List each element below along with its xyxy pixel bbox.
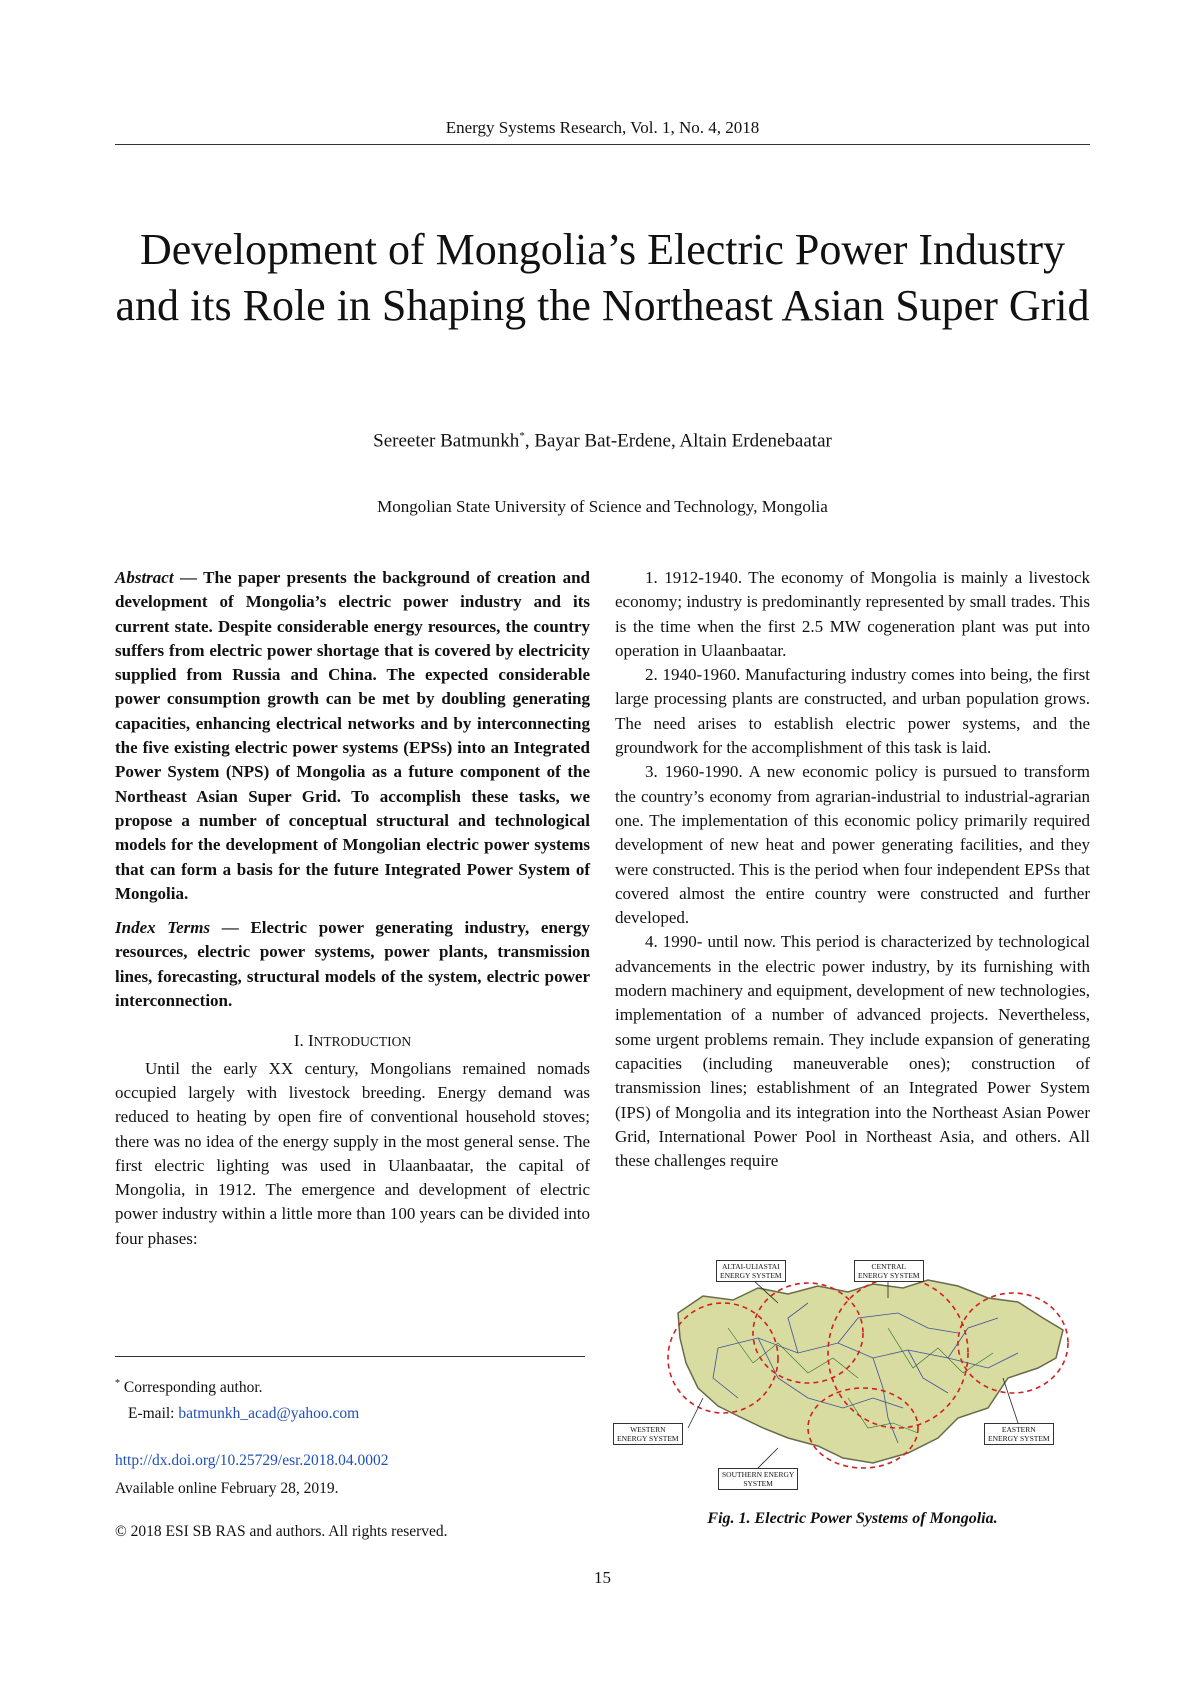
abstract-text: — The paper presents the background of creation and development of Mongolia’s electric power industry and its current state. Despite considerable energy resources, the country suffers from electric power shortage that is covered by electricity supplied from Russia and China. The expected considerable power consumption growth can be met by doubling generating capacities, enhancing electrical networks and by interconnecting the five existing electric power systems (EPSs) into an Integrated Power System (NPS) of Mongolia as a future component of the Northeast Asian Super Grid. To accomplish these tasks, we propose a number of conceptual structural and technological models for the development of Mongolian electric power systems that can form a basis for the future Integrated Power System of Mongolia. <box>115 568 590 903</box>
label-western: WESTERN ENERGY SYSTEM <box>613 1423 683 1445</box>
abstract-lead: Abstract <box>115 568 174 587</box>
intro-paragraph: Until the early XX century, Mongolians remained nomads occupied largely with livestock breeding. Energy demand was reduced to heating by open fire of conventional household stoves; there was no idea of the energy supply in the most general sense. The first electric lighting was used in Ulaanbaatar, the capital of Mongolia, in 1912. The emergence and development of electric power industry within a little more than 100 years can be divided into four phases: <box>115 1058 590 1248</box>
paper-title: Development of Mongolia’s Electric Power Industry and its Role in Shaping the Northeast Asian Super Grid <box>115 225 1090 330</box>
label-altai-uliastai: ALTAI-ULIASTAI ENERGY SYSTEM <box>716 1260 786 1282</box>
phase-paragraph: 4. 1990- until now. This period is characterized by technological advancements in the electric power industry, by its furnishing with modern machinery and equipment, development of new technologies, implementation of a number of advanced projects. Nevertheless, some urgent problems remain. They include expansion of generating capacities (including maneuverable ones); construction of transmission lines; establishment of an Integrated Power System (IPS) of Mongolia and its integration into the Northeast Asian Power Grid, International Power Pool in Northeast Asia, and others. All these challenges require <box>615 932 1090 1171</box>
figure-map <box>617 1258 1088 1498</box>
copyright: © 2018 ESI SB RAS and authors. All rights reserved. <box>115 1523 448 1540</box>
running-header: Energy Systems Research, Vol. 1, No. 4, 2018 <box>115 118 1090 145</box>
section-heading <box>115 1029 590 1054</box>
figure-caption: Fig. 1. Electric Power Systems of Mongolia. <box>707 1510 998 1527</box>
doi-link[interactable]: http://dx.doi.org/10.25729/esr.2018.04.0002 <box>115 1452 389 1469</box>
left-column <box>115 566 590 1251</box>
label-eastern: EASTERN ENERGY SYSTEM <box>984 1423 1054 1445</box>
author-list <box>115 430 1090 452</box>
author-first: Sereeter Batmunkh <box>373 430 520 452</box>
mongolia-map <box>658 1258 1088 1498</box>
email-label: E-mail: <box>128 1405 179 1422</box>
corresponding-mark: * <box>519 430 525 442</box>
footnote-rule <box>115 1356 585 1357</box>
footnote-corresponding-text: Corresponding author. <box>120 1379 263 1397</box>
phase-paragraph: 2. 1940-1960. Manufacturing industry comes into being, the first large processing plants are constructed, and urban population grows. The need arises to establish electric power systems, and the groundwork for the accomplishment of this task is laid. <box>615 665 1090 758</box>
affiliation: Mongolian State University of Science and Technology, Mongolia <box>377 497 828 516</box>
label-central: CENTRAL ENERGY SYSTEM <box>854 1260 924 1282</box>
abstract <box>115 566 590 906</box>
page-number: 15 <box>594 1568 611 1587</box>
index-terms-text: — Electric power generating industry, energy resources, electric power systems, power plants, transmission lines, forecasting, structural models of the system, electric power interconnection. <box>115 918 590 1011</box>
index-terms <box>115 916 590 1013</box>
email-link[interactable]: batmunkh_acad@yahoo.com <box>178 1405 360 1422</box>
footnote-email <box>128 1405 359 1423</box>
label-southern: SOUTHERN ENERGY SYSTEM <box>718 1468 798 1490</box>
available-online: Available online February 28, 2019. <box>115 1480 339 1497</box>
right-column <box>615 566 1090 1173</box>
footnote-corresponding <box>115 1378 263 1397</box>
footnote-mark: * <box>115 1378 120 1389</box>
section-heading-rest: NTRODUCTION <box>313 1034 412 1050</box>
index-terms-lead: Index Terms <box>115 918 211 938</box>
author-rest: , Bayar Bat-Erdene, Altain Erdenebaatar <box>524 430 832 452</box>
phase-paragraph: 1. 1912-1940. The economy of Mongolia is mainly a livestock economy; industry is predominantly represented by small trades. This is the time when the first 2.5 MW cogeneration plant was put into operation in Ulaanbaatar. <box>615 568 1090 660</box>
phase-paragraph: 3. 1960-1990. A new economic policy is pursued to transform the country’s economy from agrarian-industrial to industrial-agrarian one. The implementation of this economic policy primarily required development of new heat and power generating facilities, and they were constructed. This is the period when four independent EPSs that covered almost the entire country were constructed and further developed. <box>615 762 1090 928</box>
section-heading-num: I. I <box>293 1031 314 1051</box>
